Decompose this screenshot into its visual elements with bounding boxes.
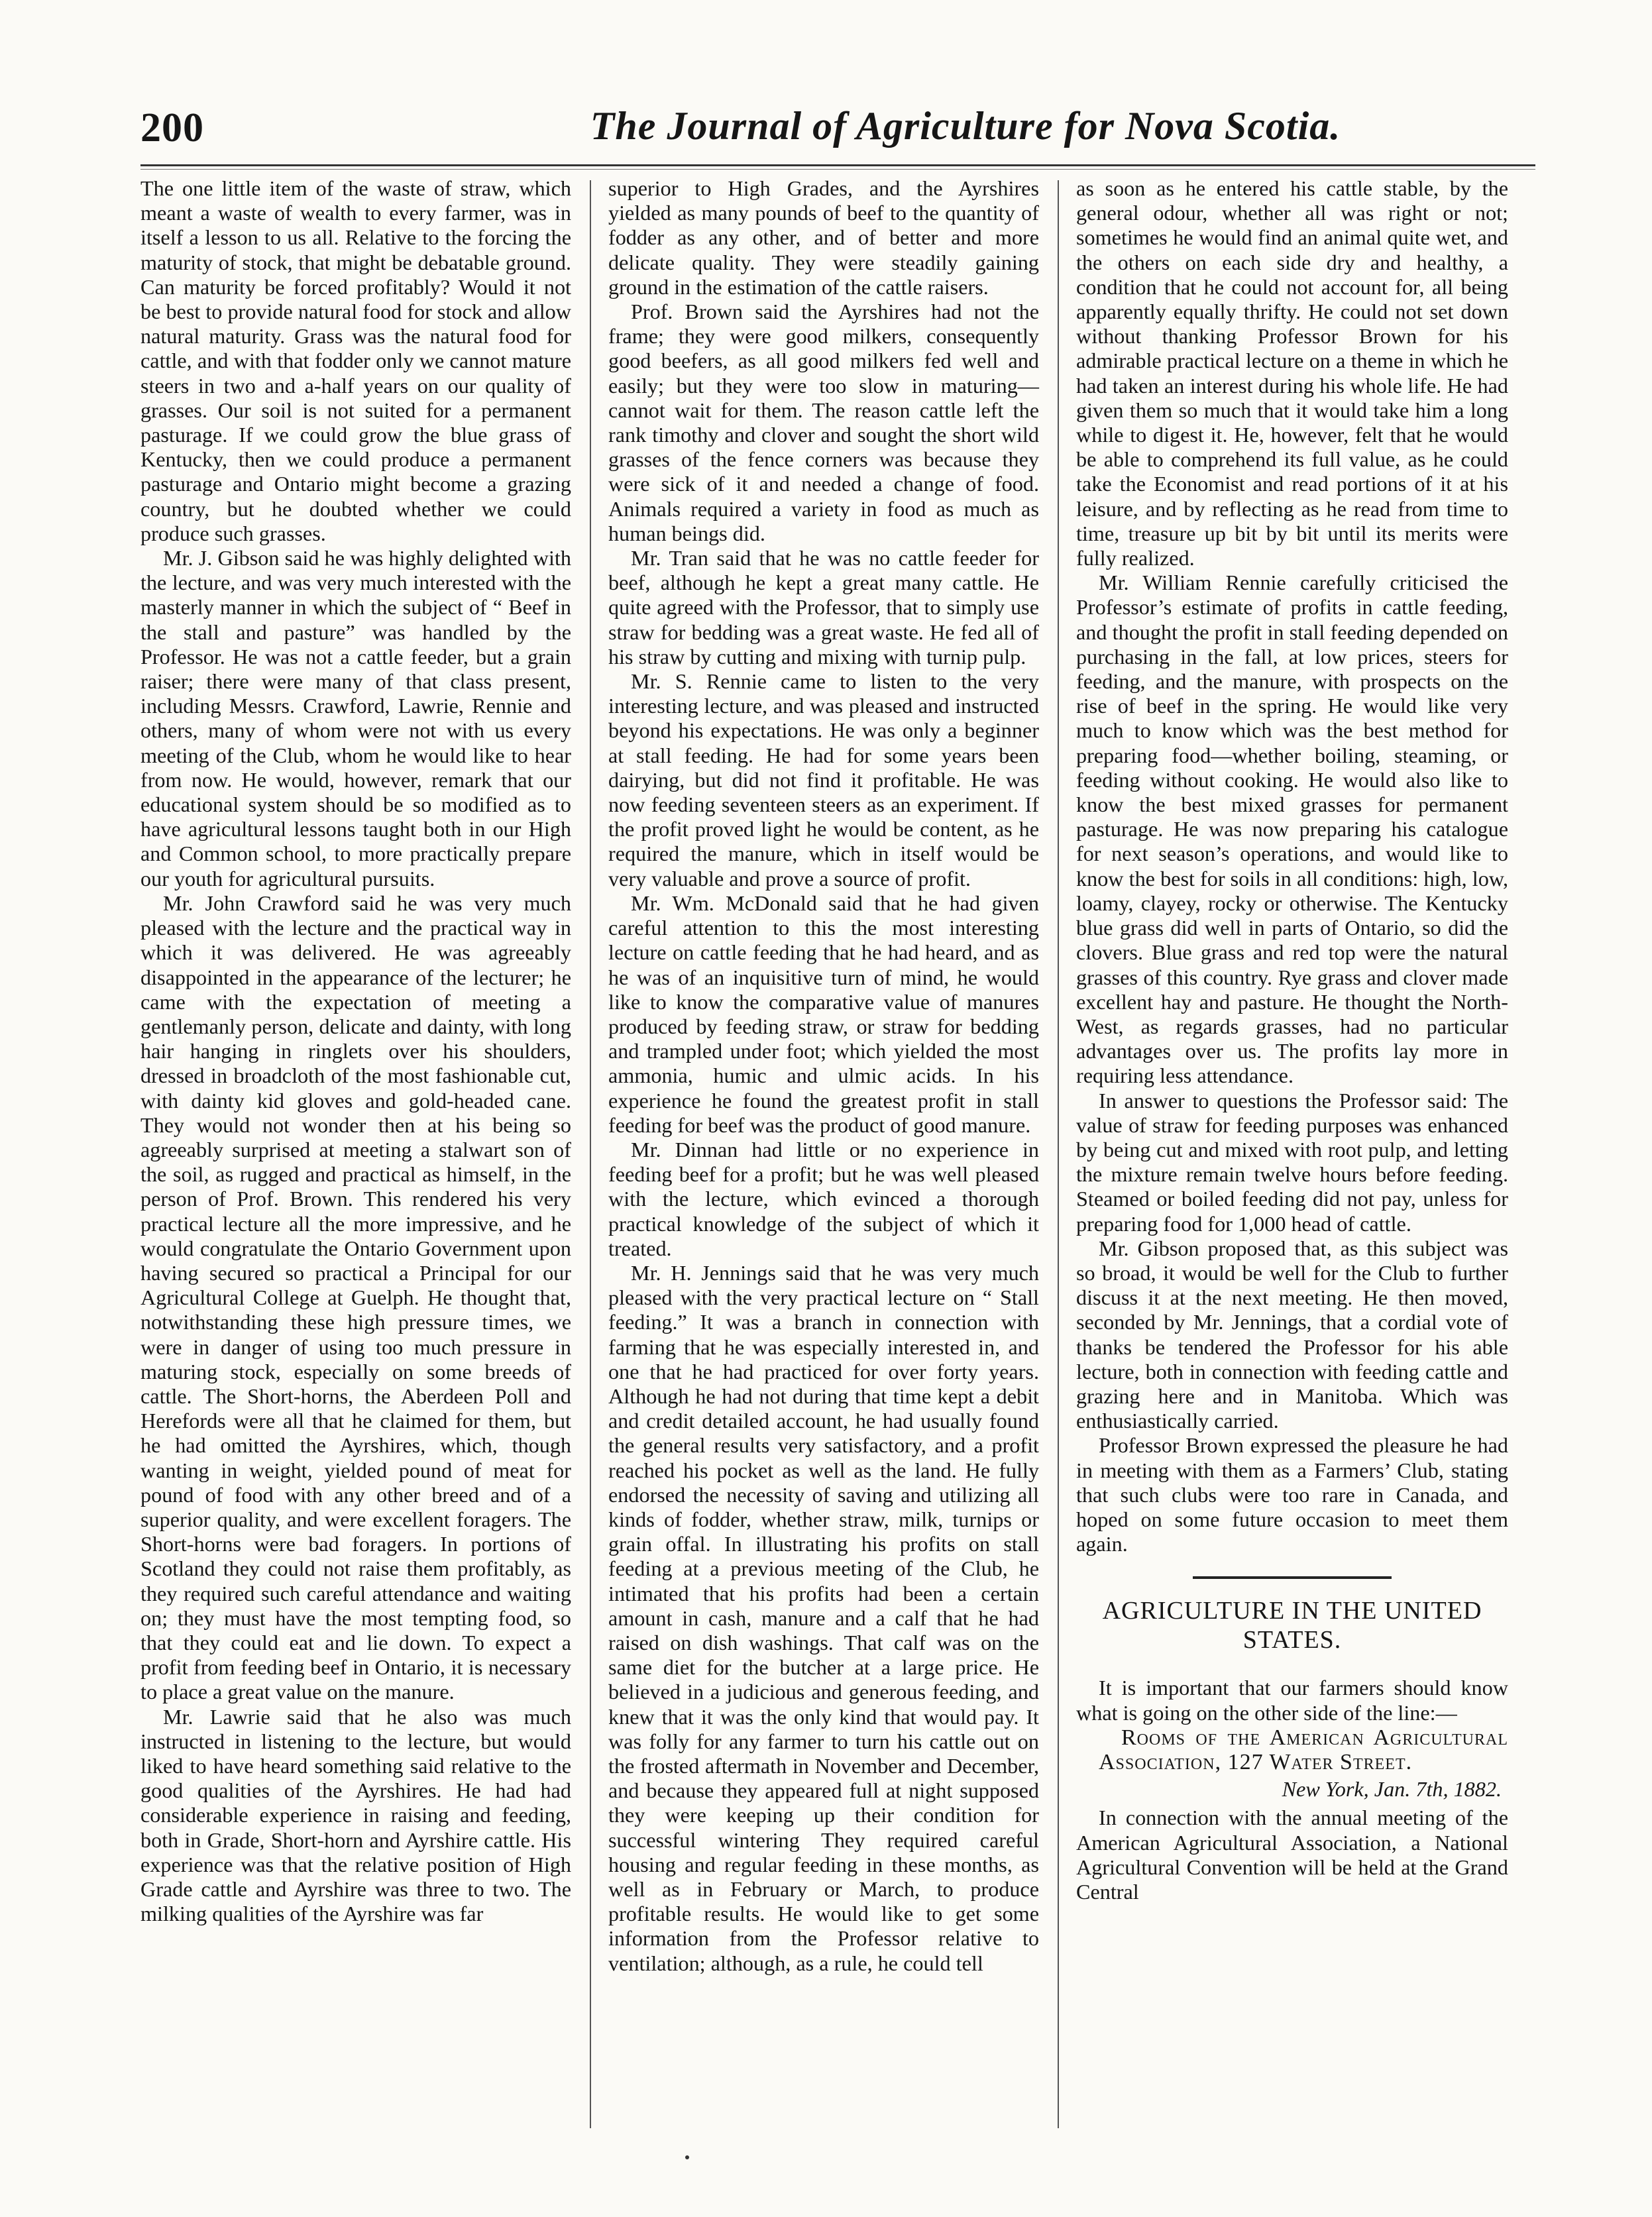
paragraph: Mr. S. Rennie came to listen to the very interesting lecture, and was pleased and instructed beyond his expectations. He was only a beginner at stall feeding. He had for some years been dairying, but did not find it profitable. He was now feeding seventeen steers as an experiment. If the profit proved light he would be content, as he required the manure, which in itself would be very valuable and prove a source of profit. [608, 669, 1039, 891]
paragraph: Mr. William Rennie carefully criticised the Professor’s estimate of profits in cattle feeding, and thought the profit in stall feeding depended on purchasing in the fall, at low prices, steers for feeding, and the manure, with prospects on the rise of beef in the spring. He would like very much to know which was the best method for preparing food—whether boiling, steaming, or feeding without cooking. He would also like to know the best mixed grasses for permanent pasturage. He was now preparing his catalogue for next season’s operations, and would like to know the best for soils in all conditions: high, low, loamy, clayey, rocky or otherwise. The Kentucky blue grass did well in parts of Ontario, so did the clovers. Blue grass and red top were the natural grasses of this country. Rye grass and clover made excellent hay and pasture. He thought the North-West, as regards grasses, had no particular advantages over us. The profits lay more in requiring less attendance. [1076, 570, 1508, 1088]
section-heading: AGRICULTURE IN THE UNITED STATES. [1102, 1597, 1482, 1654]
page-number: 200 [140, 105, 204, 150]
paragraph: superior to High Grades, and the Ayrshires yielded as many pounds of beef to the quantity of fodder as any other, and of better and more delicate quality. They were steadily gaining ground in the estimation of the cattle raisers. [608, 176, 1039, 299]
paragraph: Mr. Wm. McDonald said that he had given careful attention to this the most interesting lecture on cattle feeding that he had heard, and as he was of an inquisitive turn of mind, he would like to know the comparative value of manures produced by feeding straw, or straw for bedding and trampled under foot; which yielded the most ammonia, humic and ulmic acids. In his experience he found the greatest profit in stall feeding for beef was the product of good manure. [608, 891, 1039, 1137]
paragraph: Mr. Lawrie said that he also was much instructed in listening to the lecture, but would liked to have heard something said relative to the good qualities of the Ayrshires. He had had considerable experience in raising and feeding, both in Grade, Short-horn and Ayrshire cattle. His experience was that the relative position of High Grade cattle and Ayrshire was three to two. The milking qualities of the Ayrshire was far [140, 1704, 571, 1926]
section-divider [1193, 1576, 1392, 1579]
journal-title: The Journal of Agriculture for Nova Scotia. [590, 104, 1341, 148]
column-2 [608, 176, 1039, 1976]
section-intro: It is important that our farmers should know what is going on the other side of the line:— [1076, 1676, 1508, 1725]
paragraph: Mr. John Crawford said he was very much pleased with the lecture and the practical way in which it was delivered. He was agreeably disappointed in the appearance of the lecturer; he came with the expectation of meeting a gentlemanly person, delicate and dainty, with long hair hanging in ringlets over his shoulders, dressed in broadcloth of the most fashionable cut, with dainty kid gloves and gold-headed cane. They would not wonder then at his being so agreeably surprised at meeting a stalwart son of the soil, as rugged and practical as himself, in the person of Prof. Brown. This rendered his very practical lecture all the more impressive, and he would congratulate the Ontario Government upon having secured so practical a Principal for our Agricultural College at Guelph. He thought that, notwithstanding these high pressure times, we were in danger of using too much pressure in maturing stock, especially on some breeds of cattle. The Short-horns, the Aberdeen Poll and Herefords were all that he claimed for them, but he had omitted the Ayrshires, which, though wanting in weight, yielded pound of meat for pound of food with any other breed and of a superior quality, and were excellent foragers. The Short-horns were bad foragers. In portions of Scotland they could not raise them profitably, as they required such careful attendance and waiting on; they must have the most tempting food, so that they could eat and lie down. To expect a profit from feeding beef in Ontario, it is necessary to place a great value on the manure. [140, 891, 571, 1704]
paragraph: Prof. Brown said the Ayrshires had not the frame; they were good milkers, consequently good beefers, as all good milkers fed well and easily; but they were too slow in maturing—cannot wait for them. The reason cattle left the rank timothy and clover and sought the short wild grasses of the fence corners was because they were sick of it and needed a change of food. Animals required a variety in food as much as human beings did. [608, 299, 1039, 545]
column-1 [140, 176, 571, 1926]
paragraph: Mr. Tran said that he was no cattle feeder for beef, although he kept a great many cattle. He quite agreed with the Professor, that to simply use straw for bedding was a great waste. He fed all of his straw by cutting and mixing with turnip pulp. [608, 546, 1039, 669]
paragraph: Mr. H. Jennings said that he was very much pleased with the very practical lecture on “ Stall feeding.” It was a branch in connection with farming that he was especially interested in, and one that he had practiced for over forty years. Although he had not during that time kept a debit and credit detailed account, he had usually found the general results very satisfactory, and a profit reached his pocket as well as the land. He fully endorsed the necessity of saving and utilizing all kinds of fodder, whether straw, milk, turnips or grain offal. In illustrating his profits on stall feeding at a previous meeting of the Club, he intimated that his profits had been a certain amount in cash, manure and a calf that he had raised on dish washings. That calf was on the same diet for the butcher at a large price. He believed in a judicious and generous feeding, and knew that it was the only kind that would pay. It was folly for any farmer to turn his cattle out on the frosted aftermath in November and December, and because they appeared full at night supposed they were keeping up their condition for successful wintering They required careful housing and regular feeding in these months, as well as in February or March, to produce profitable results. He would like to get some information from the Professor relative to ventilation; although, as a rule, he could tell [608, 1260, 1039, 1975]
section-body: In connection with the annual meeting of the American Agricultural Association, a National Agricultural Convention will be held at the Grand Central [1076, 1806, 1508, 1904]
paragraph: as soon as he entered his cattle stable, by the general odour, whether all was right or not; sometimes he would find an animal quite wet, and the others on each side dry and healthy, a condition that he could not account for, all being apparently equally thrifty. He could not set down without thanking Professor Brown for his admirable practical lecture on a theme in which he had taken an interest during his whole life. He had given them so much that it would take him a long while to digest it. He, however, felt that he would be able to comprehend its full value, as he could take the Economist and read portions of it at his leisure, and by reflecting as he read from time to time, treasure up bit by bit until its merits were fully realized. [1076, 176, 1508, 570]
paragraph: The one little item of the waste of straw, which meant a waste of wealth to every farmer, was in itself a lesson to us all. Relative to the forcing the maturity of stock, that might be debatable ground. Can maturity be forced profitably? Would it not be best to provide natural food for stock and allow natural maturity. Grass was the natural food for cattle, and with that fodder only we cannot mature steers in two and a-half years on our quality of grasses. Our soil is not suited for a permanent pasturage. If we could grow the blue grass of Kentucky, then we could produce a permanent pasturage and Ontario might become a grazing country, but he doubted whether we could produce such grasses. [140, 176, 571, 545]
paragraph: Mr. Dinnan had little or no experience in feeding beef for a profit; but he was well pleased with the lecture, which evinced a thorough practical knowledge of the subject of which it treated. [608, 1137, 1039, 1260]
letter-location: Rooms of the American Agricultural Association, 127 Water Street. [1099, 1725, 1508, 1774]
paragraph: Professor Brown expressed the pleasure he had in meeting with them as a Farmers’ Club, stating that such clubs were too rare in Canada, and hoped on some future occasion to meet them again. [1076, 1433, 1508, 1556]
header-rule [140, 164, 1535, 170]
letter-date: New York, Jan. 7th, 1882. [1282, 1777, 1502, 1802]
page-header [140, 99, 1535, 163]
column-divider [590, 180, 591, 2128]
paragraph: Mr. Gibson proposed that, as this subject was so broad, it would be well for the Club to further discuss it at the next meeting. He then moved, seconded by Mr. Jennings, that a cordial vote of thanks be tendered the Professor for his able lecture, both in connection with feeding cattle and grazing here and in Manitoba. Which was enthusiastically carried. [1076, 1236, 1508, 1433]
column-divider [1058, 180, 1059, 2128]
paragraph: Mr. J. Gibson said he was highly delighted with the lecture, and was very much interested with the masterly manner in which the subject of “ Beef in the stall and pasture” was handled by the Professor. He was not a cattle feeder, but a grain raiser; there were many of that class present, including Messrs. Crawford, Lawrie, Rennie and others, many of whom were not with us every meeting of the Club, whom he would like to hear from now. He would, however, remark that our educational system should be so modified as to have agricultural lessons taught both in our High and Common school, to more practically prepare our youth for agricultural pursuits. [140, 546, 571, 891]
paragraph: In answer to questions the Professor said: The value of straw for feeding purposes was enhanced by being cut and mixed with root pulp, and letting the mixture remain twelve hours before feeding. Steamed or boiled feeding did not pay, unless for preparing food for 1,000 head of cattle. [1076, 1088, 1508, 1236]
page-mark [685, 2155, 689, 2159]
column-3 [1076, 176, 1508, 1904]
